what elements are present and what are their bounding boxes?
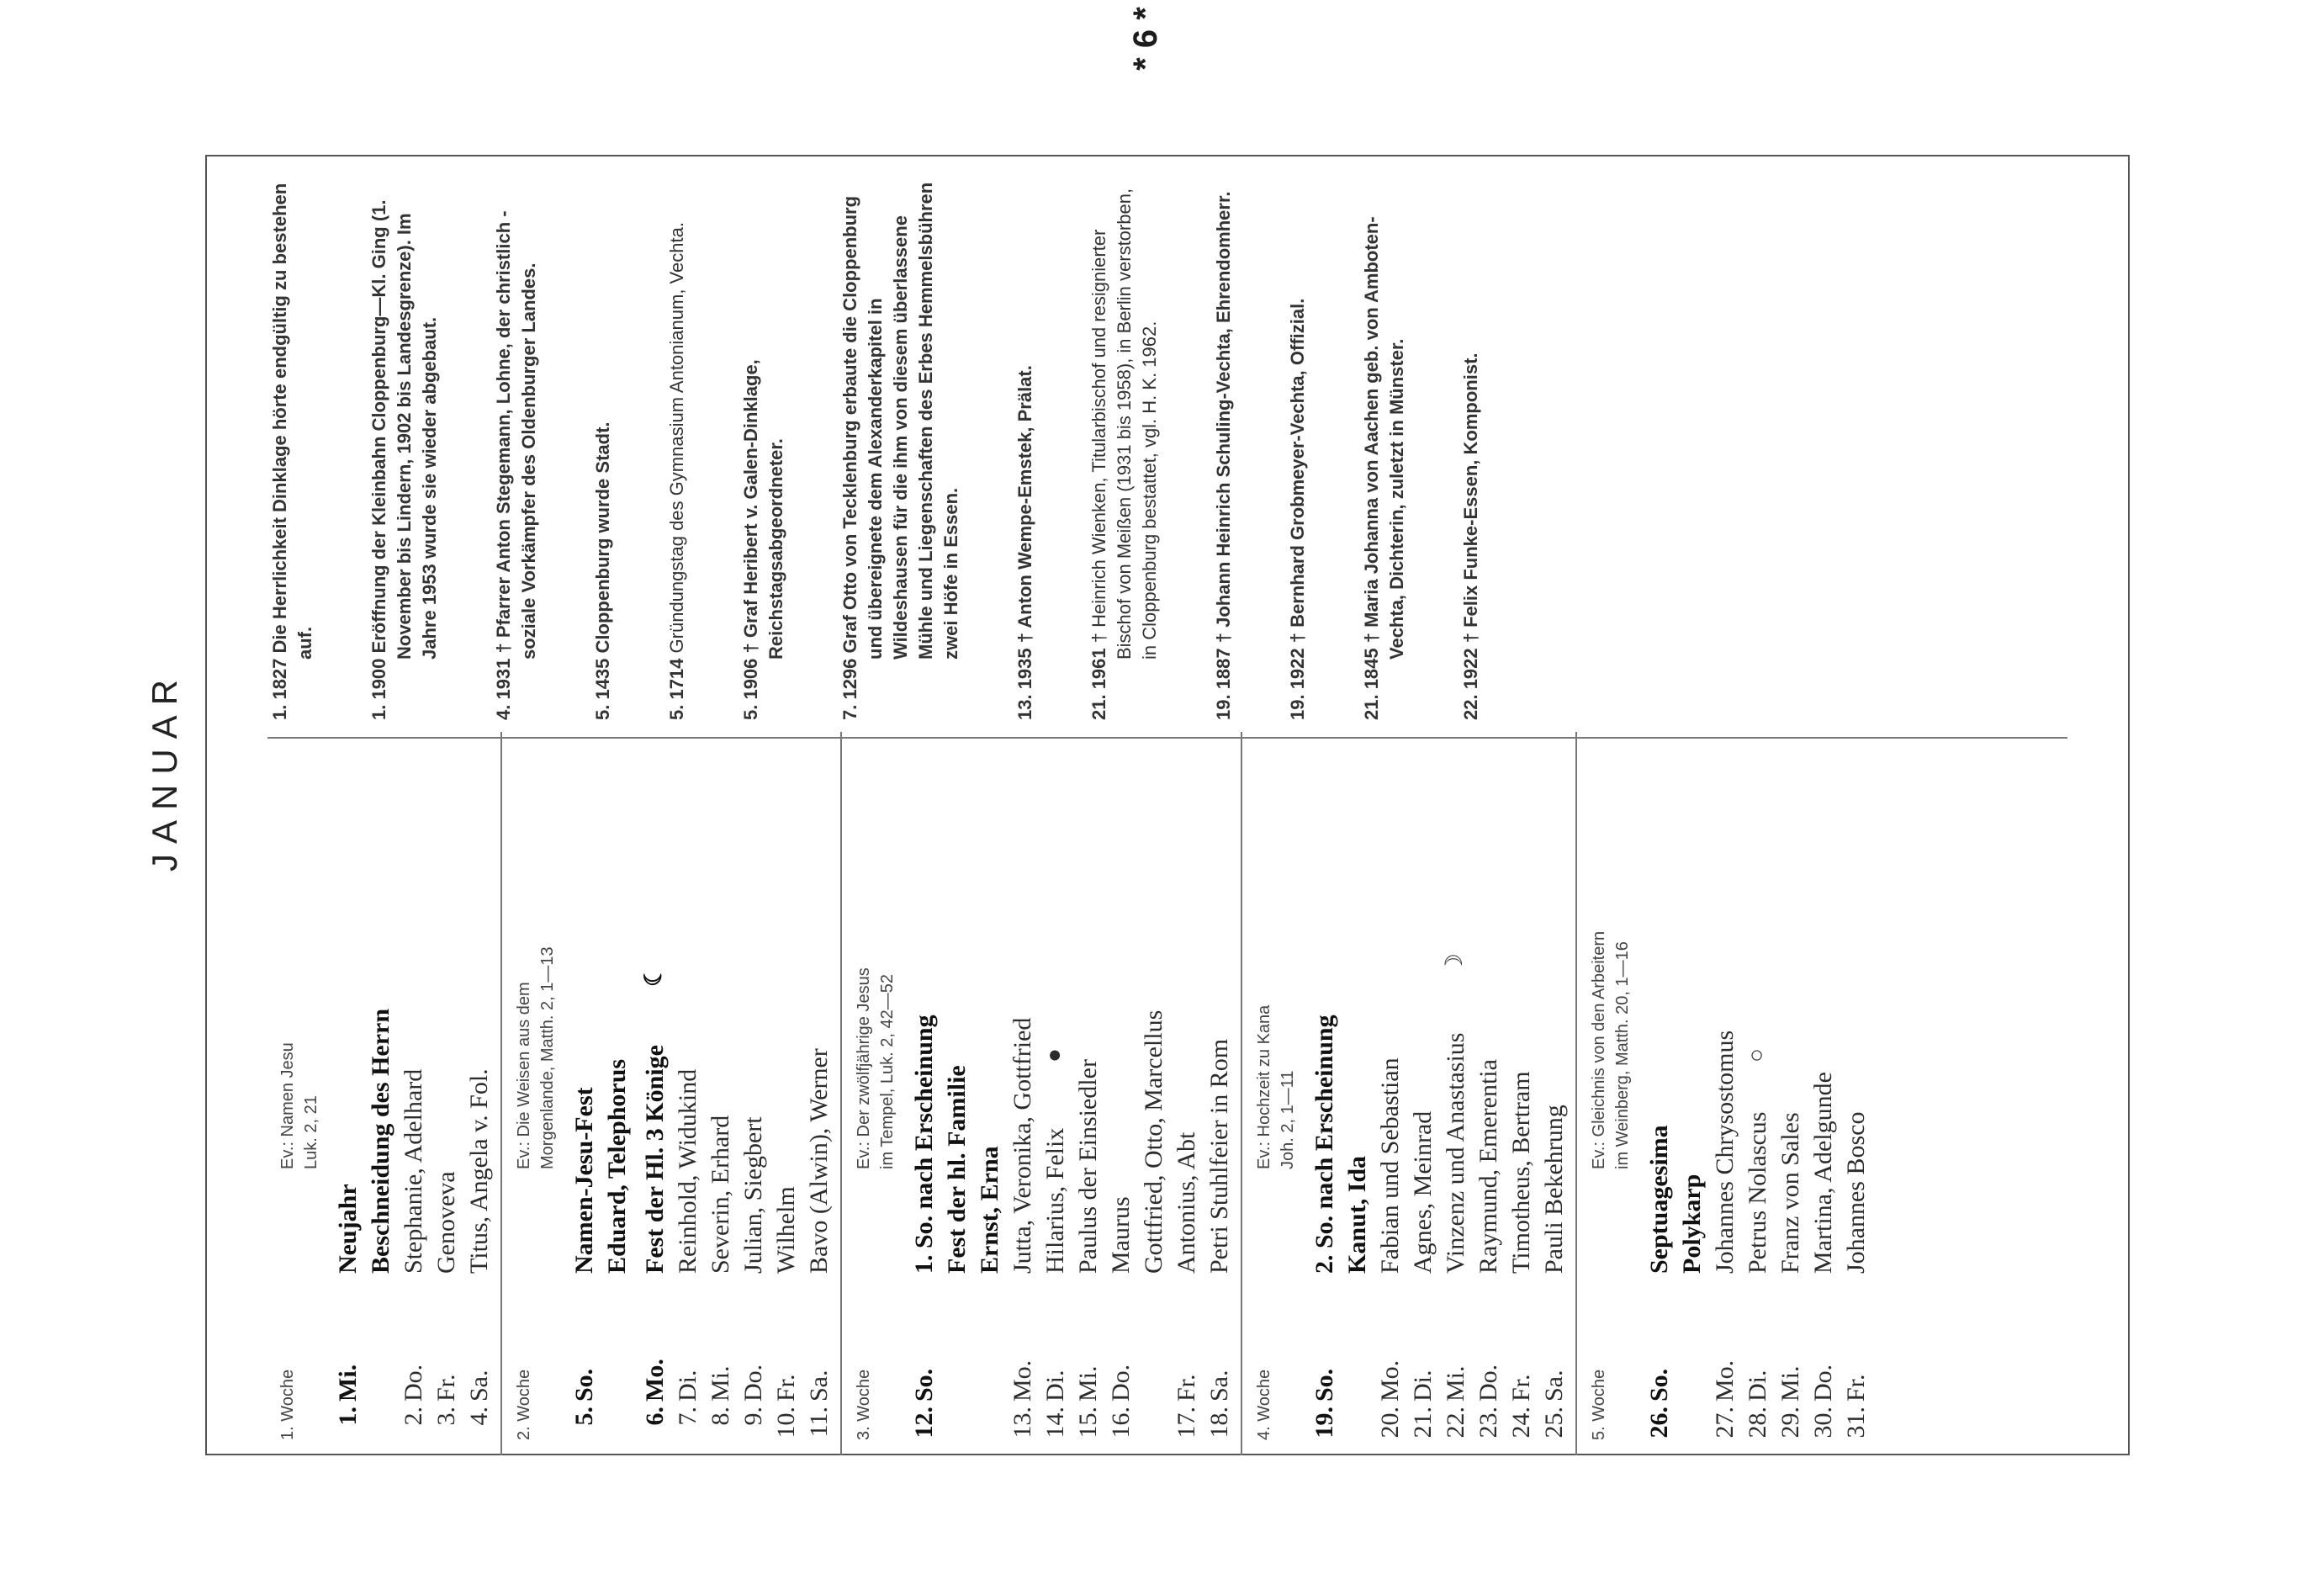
week-block [1577,732,1877,1455]
saint-text: Beschneidung des Herrn [367,1008,394,1274]
saint-name [1505,732,1538,1277]
calendar-row [802,732,835,1455]
calendar-row [1341,732,1374,1455]
week-header [269,732,331,1455]
saint-text: Wilhelm [772,1186,800,1274]
saint-text: Fest der Hl. 3 Könige [641,1045,669,1274]
weekday: Do. [1474,1364,1502,1402]
saint-name [1006,732,1039,1277]
gospel-line: im Tempel, Luk. 2, 42—52 [878,974,897,1169]
calendar-row [1006,732,1039,1455]
calendar-row [1840,732,1872,1455]
saint-name [331,732,364,1277]
day-number: 18. [1205,1407,1233,1439]
saint-text: Stephanie, Adelhard [400,1068,427,1274]
calendar-row [430,732,463,1455]
day-number: 24. [1507,1407,1535,1439]
day-number [364,1402,397,1455]
saint-text: Neujahr [334,1184,362,1274]
calendar-row [1203,732,1236,1455]
week-header [1246,732,1308,1455]
event-text: Eröffnung der Kleinbahn Cloppenburg—Kl. Ging (1. November bis Lindern, 1902 bis Landesgrenze). Im Jahre 1953 wurde sie wieder abgebaut. [368,199,440,660]
saint-text: Jutta, Veronika, Gottfried [1008,1017,1036,1274]
weekday [1341,1341,1374,1402]
page-number: * 6 * [1127,7,1164,71]
moon-phase-icon: ☽ [1442,952,1468,974]
weekday [364,1341,397,1402]
saint-name [1676,732,1708,1277]
weekday: Mo. [1376,1359,1404,1402]
saint-text: Julian, Siegbert [739,1116,767,1274]
saint-name [1406,732,1439,1277]
calendar-row [1676,732,1708,1455]
saint-text: Ernst, Erna [976,1146,1003,1274]
week-block [1242,732,1577,1455]
saint-name [1308,732,1341,1277]
weekday: Do. [1107,1364,1135,1402]
day-number: 30. [1809,1407,1837,1439]
saint-name [364,732,397,1277]
day-number: 22. [1442,1407,1469,1439]
week-label: 5. Woche [1590,1369,1608,1440]
calendar-row [463,732,495,1455]
calendar-row [908,732,940,1455]
calendar-row [364,732,397,1455]
weekday [601,1341,633,1402]
calendar-row [1807,732,1840,1455]
day-number: 25. [1540,1407,1568,1439]
day-number: 6. [641,1407,669,1426]
day-number: 17. [1173,1407,1200,1439]
calendar-row [1643,732,1676,1455]
event-date: 1. 1900 [368,658,389,720]
day-number: 5. [570,1407,598,1426]
saint-name [908,732,940,1277]
saint-name [1374,732,1406,1277]
weekday [940,1341,973,1402]
saint-text: Septuagesima [1645,1125,1673,1274]
gospel-reference [512,732,559,1169]
saint-name [601,732,633,1277]
saint-name [1774,732,1807,1277]
day-number: 29. [1776,1407,1804,1439]
saint-text: Paulus der Einsiedler [1074,1059,1102,1274]
weekday: Fr. [1507,1374,1535,1402]
day-number [973,1402,1006,1455]
weekday: Do. [400,1364,427,1402]
calendar-row [397,732,430,1455]
weekday: Di. [1409,1370,1437,1402]
weekday [973,1341,1006,1402]
day-number: 26. [1645,1407,1673,1439]
event-date: 22. 1922 [1460,648,1481,720]
gospel-line: Ev.: Gleichnis von den Arbeitern [1590,930,1608,1169]
gospel-reference [852,732,899,1169]
saint-name [1203,732,1236,1277]
weekday: So. [1310,1368,1338,1402]
event-text: † Felix Funke-Essen, Komponist. [1460,352,1481,644]
saint-text: Namen-Jesu-Fest [570,1087,598,1274]
weekday: Mi. [707,1365,734,1402]
weekday: So. [570,1368,598,1402]
gospel-line: Luk. 2, 21 [302,1095,320,1169]
day-number [601,1402,633,1455]
event-text: † Anton Wempe-Emstek, Prälat. [1014,365,1035,644]
weekday: Mi. [334,1364,362,1402]
saint-name [1104,732,1137,1277]
saint-name [940,732,973,1277]
day-number: 8. [707,1407,734,1426]
saint-name [397,732,430,1277]
day-number: 13. [1008,1407,1036,1439]
day-number [1676,1402,1708,1455]
day-number: 3. [432,1407,460,1426]
calendar-row [1374,732,1406,1455]
day-number: 27. [1711,1407,1739,1439]
week-header [845,732,908,1455]
saint-name [671,732,704,1277]
saint-text: Pauli Bekehrung [1540,1105,1568,1274]
historical-event [738,173,789,720]
saint-text: Severin, Erhard [707,1115,734,1274]
gospel-reference [1587,732,1634,1169]
saint-text: Vinzenz und Anastasius [1442,1032,1469,1274]
calendar-row [568,732,601,1455]
event-date: 19. 1887 [1213,648,1234,720]
weekday: Do. [1809,1364,1837,1402]
historical-event [491,173,542,720]
historical-event [1211,173,1236,720]
day-number: 7. [674,1407,701,1426]
event-date: 4. 1931 [493,658,514,720]
calendar-row [1308,732,1341,1455]
historical-event [1285,173,1310,720]
saint-text: Polykarp [1678,1174,1706,1274]
saint-text: Bavo (Alwin), Werner [805,1048,833,1274]
saint-text: Antonius, Abt [1173,1131,1200,1274]
event-text: Cloppenburg wurde Stadt. [592,421,613,654]
saint-text: Petrus Nolascus [1744,1111,1771,1274]
saint-name [770,732,802,1277]
saint-name [1039,732,1072,1277]
historical-event [1458,173,1484,720]
saint-name [704,732,737,1277]
weekday: Mo. [1008,1359,1036,1402]
event-text: Gründungstag des Gymnasium Antonianum, Vechta. [666,222,687,654]
day-number: 21. [1409,1407,1437,1439]
gospel-line: Ev.: Der zwölfjährige Jesus [855,967,873,1169]
event-date: 5. 1435 [592,658,613,720]
event-text: † Johann Heinrich Schuling-Vechta, Ehrendomherr. [1213,191,1234,644]
day-number: 15. [1074,1407,1102,1439]
week-header [1580,732,1643,1455]
historical-event [267,173,318,720]
saint-name [1643,732,1676,1277]
weekday: Fr. [1842,1374,1870,1402]
week-label: 2. Woche [515,1369,533,1440]
gospel-reference [1252,732,1300,1169]
day-number [940,1402,973,1455]
month-title: JANUAR [145,669,184,872]
saint-text: Franz von Sales [1776,1112,1804,1274]
calendar-row [1472,732,1505,1455]
weekday: Mi. [1074,1365,1102,1402]
day-number: 9. [739,1407,767,1426]
saint-text: Johannes Chrysostomus [1711,1030,1739,1274]
gospel-reference [276,732,323,1169]
saint-name [1741,732,1774,1277]
weekday: Fr. [432,1374,460,1402]
day-number: 11. [805,1407,833,1438]
weekday [1137,1341,1170,1402]
saint-name [1341,732,1374,1277]
gospel-line: Ev.: Die Weisen aus dem [515,982,533,1169]
moon-phase-icon: ☾ [641,965,667,987]
day-number: 23. [1474,1407,1502,1439]
calendar-row [973,732,1006,1455]
weekday: Mo. [1711,1359,1739,1402]
weekday: Mi. [1776,1365,1804,1402]
weekday: So. [910,1368,938,1402]
gospel-line: Morgenlande, Matth. 2, 1—13 [538,946,557,1169]
historical-events-column [267,173,1533,720]
saint-text: Martina, Adelgunde [1809,1072,1837,1274]
weekday: Fr. [1173,1374,1200,1402]
saint-name [1538,732,1570,1277]
saint-text: Reinhold, Widukind [674,1068,701,1274]
saint-text: Genoveva [432,1171,460,1274]
event-date: 21. 1845 [1361,648,1382,720]
day-number: 2. [400,1407,427,1426]
saint-text: Raymund, Emerentia [1474,1059,1502,1274]
saint-text: Fest der hl. Familie [943,1065,971,1274]
saint-text: Hilarius, Felix [1041,1127,1069,1274]
weekday: Di. [1744,1370,1771,1402]
saint-name [737,732,770,1277]
historical-event [664,173,690,720]
event-text: † Maria Johanna von Aachen geb. von Amboten-Vechta, Dichterin, zuletzt in Münster. [1361,216,1407,660]
historical-event [1087,173,1162,720]
day-number: 20. [1376,1407,1404,1439]
weekday [1676,1341,1708,1402]
event-date: 5. 1906 [740,658,761,720]
event-text: Die Herrlichkeit Dinklage hörte endgültig zu bestehen auf. [269,183,315,660]
saint-name [1137,732,1170,1277]
event-text: † Bernhard Grobmeyer-Vechta, Offizial. [1287,298,1308,644]
moon-phase-icon: ○ [1744,1048,1770,1062]
calendar-row [704,732,737,1455]
event-date: 21. 1961 [1088,648,1109,720]
event-date: 7. 1296 [839,658,860,720]
weekday: Do. [739,1364,767,1402]
saints-calendar-column [266,732,1877,1455]
weekday: Sa. [1205,1370,1233,1402]
saint-name [638,732,671,1277]
day-number: 19. [1310,1407,1338,1439]
historical-event [367,173,442,720]
saint-name [568,732,601,1277]
saint-text: Titus, Angela v. Fol. [465,1068,493,1274]
gospel-line: Ev.: Namen Jesu [278,1042,297,1169]
week-block [502,732,842,1455]
event-date: 13. 1935 [1014,648,1035,720]
calendar-row [1505,732,1538,1455]
saint-name [1807,732,1840,1277]
saint-text: Maurus [1107,1196,1135,1274]
calendar-row [1708,732,1741,1455]
saint-text: Agnes, Meinrad [1409,1110,1437,1274]
calendar-row [1406,732,1439,1455]
day-number: 4. [465,1407,493,1426]
event-date: 1. 1827 [269,658,290,720]
calendar-row [1072,732,1104,1455]
saint-name [802,732,835,1277]
calendar-row [1741,732,1774,1455]
weekday: Di. [674,1370,701,1402]
week-block [842,732,1242,1455]
calendar-row [1538,732,1570,1455]
day-number: 1. [334,1407,362,1426]
weekday: Mo. [641,1359,669,1402]
day-number: 16. [1107,1407,1135,1439]
moon-phase-icon: ● [1041,1048,1067,1062]
historical-event [838,173,964,720]
saint-text: Johannes Bosco [1842,1111,1870,1274]
event-text: Graf Otto von Tecklenburg erbaute die Cloppenburg und übereignete dem Alexanderkapitel in Wildeshausen für die ihm von diesem überlassene Mühle und Liegenschaften des Erbes Hemmelsbühren zwei Höfe in Essen. [839,182,961,660]
saint-text: 1. So. nach Erscheinung [910,1015,938,1274]
calendar-row [601,732,633,1455]
saint-text: Fabian und Sebastian [1376,1057,1404,1274]
saint-name [430,732,463,1277]
weekday: Sa. [1540,1370,1568,1402]
saint-name [1472,732,1505,1277]
calendar-row [1137,732,1170,1455]
column-divider [267,737,2067,739]
calendar-row [331,732,364,1455]
saint-name [1170,732,1203,1277]
event-text: † Heinrich Wienken, Titularbischof und resignierter Bischof von Meißen (1931 bis 1958), in Berlin verstorben, in Cloppenburg bestattet, vgl. H. K. 1962. [1088,188,1160,660]
gospel-line: im Weinberg, Matth. 20, 1—16 [1613,941,1632,1169]
week-header [506,732,568,1455]
event-text: † Pfarrer Anton Stegemann, Lohne, der christlich - soziale Vorkämpfer des Oldenburger Landes. [493,210,539,660]
weekday: Di. [1041,1370,1069,1402]
event-text: † Graf Heribert v. Galen-Dinklage, Reichstagsabgeordneter. [740,359,786,660]
day-number: 28. [1744,1407,1771,1439]
calendar-row [1170,732,1203,1455]
calendar-row [1439,732,1472,1455]
week-block [266,732,502,1455]
calendar-row [940,732,973,1455]
weekday: So. [1645,1368,1673,1402]
calendar-row [770,732,802,1455]
calendar-row [638,732,671,1455]
week-label: 1. Woche [278,1369,297,1440]
calendar-row [737,732,770,1455]
day-number [1137,1402,1170,1455]
saint-text: Petri Stuhlfeier in Rom [1205,1038,1233,1274]
saint-name [973,732,1006,1277]
week-label: 3. Woche [855,1369,873,1440]
gospel-line: Joh. 2, 1—11 [1278,1070,1297,1169]
calendar-row [671,732,704,1455]
day-number: 10. [772,1407,800,1439]
saint-name [463,732,495,1277]
event-date: 19. 1922 [1287,648,1308,720]
saint-name [1840,732,1872,1277]
weekday: Sa. [465,1370,493,1402]
saint-name [1439,732,1472,1277]
event-date: 5. 1714 [666,658,687,720]
weekday: Fr. [772,1374,800,1402]
historical-event [590,173,616,720]
saint-text: Timotheus, Bertram [1507,1071,1535,1274]
saint-text: Eduard, Telephorus [603,1058,631,1274]
week-label: 4. Woche [1255,1369,1273,1440]
saint-text: 2. So. nach Erscheinung [1310,1015,1338,1274]
calendar-row [1104,732,1137,1455]
historical-event [1359,173,1410,720]
weekday: Mi. [1442,1365,1469,1402]
day-number: 14. [1041,1407,1069,1439]
saint-text: Kanut, Ida [1343,1155,1371,1274]
day-number: 31. [1842,1407,1870,1439]
saint-text: Gottfried, Otto, Marcellus [1140,1009,1167,1274]
calendar-row [1774,732,1807,1455]
historical-event [1013,173,1038,720]
saint-name [1708,732,1741,1277]
calendar-row [1039,732,1072,1455]
day-number [1341,1402,1374,1455]
day-number: 12. [910,1407,938,1439]
weekday: Sa. [805,1370,833,1402]
saint-name [1072,732,1104,1277]
gospel-line: Ev.: Hochzeit zu Kana [1255,1004,1273,1169]
